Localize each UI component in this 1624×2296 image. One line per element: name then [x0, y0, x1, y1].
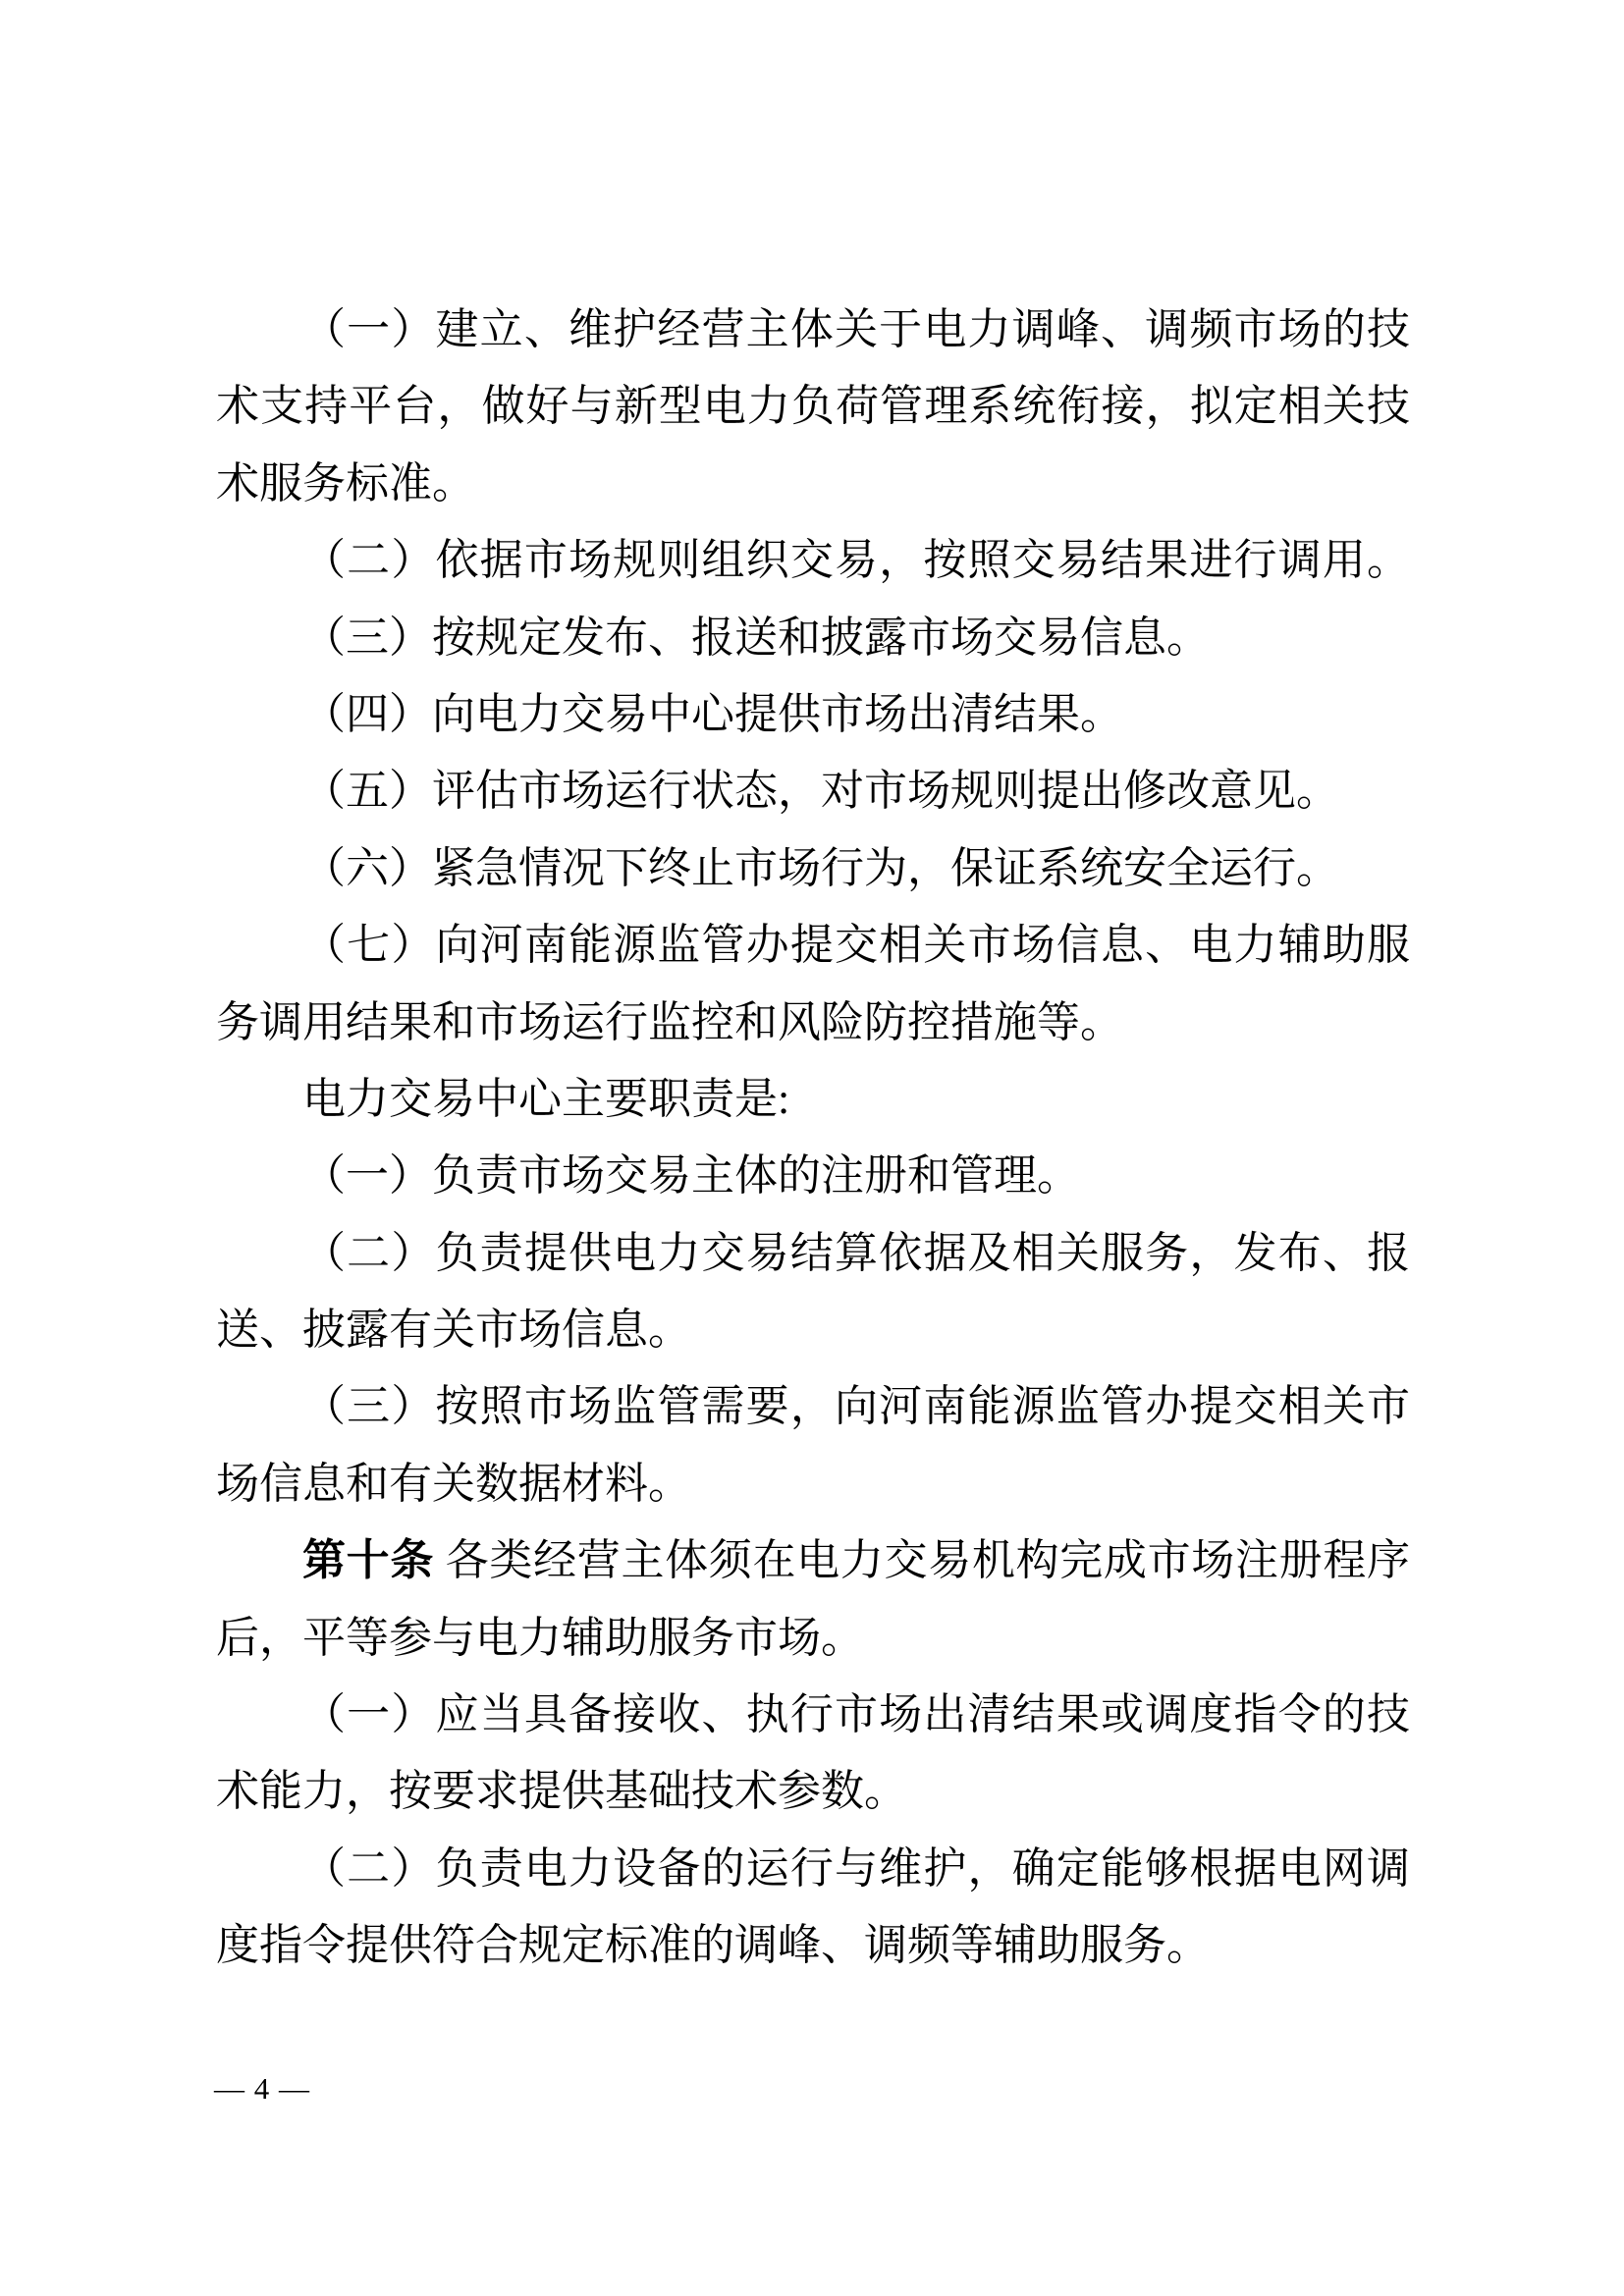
text-line: 场信息和有关数据材料。: [216, 1459, 691, 1508]
text-line: （一）负责市场交易主体的注册和管理。: [302, 1151, 1080, 1201]
text-line: （五）评估市场运行状态，对市场规则提出修改意见。: [302, 767, 1339, 816]
article-number-bold: 第十条: [302, 1536, 435, 1585]
text-line: 术服务标准。: [216, 458, 475, 507]
text-line: 后，平等参与电力辅助服务市场。: [216, 1613, 864, 1662]
text-line: 度指令提供符合规定标准的调峰、调频等辅助服务。: [216, 1921, 1210, 1970]
text-line: （二）负责提供电力交易结算依据及相关服务，发布、报: [302, 1228, 1410, 1277]
text-line: （四）向电力交易中心提供市场出清结果。: [302, 689, 1123, 738]
document-body: [216, 292, 1410, 1985]
text-line: 术能力，按要求提供基础技术参数。: [216, 1767, 907, 1816]
page-number: — 4 —: [214, 2071, 310, 2106]
text-line: [216, 1522, 1410, 1599]
text-line: （七）向河南能源监管办提交相关市场信息、电力辅助服: [302, 921, 1410, 970]
text-line: （六）紧急情况下终止市场行为，保证系统安全运行。: [302, 843, 1339, 892]
text-line: 电力交易中心主要职责是:: [302, 1074, 790, 1123]
text-line: （一）应当具备接收、执行市场出清结果或调度指令的技: [302, 1690, 1410, 1739]
text-line: （一）建立、维护经营主体关于电力调峰、调频市场的技: [302, 305, 1410, 353]
text-line: （三）按规定发布、报送和披露市场交易信息。: [302, 613, 1210, 662]
text-line: （三）按照市场监管需要，向河南能源监管办提交相关市: [302, 1382, 1410, 1431]
text-line-content: 各类经营主体须在电力交易机构完成市场注册程序: [434, 1536, 1411, 1585]
text-line: （二）依据市场规则组织交易，按照交易结果进行调用。: [302, 536, 1410, 585]
page-footer: [214, 2069, 310, 2109]
text-line: 术支持平台，做好与新型电力负荷管理系统衔接，拟定相关技: [216, 382, 1410, 431]
text-line: 送、披露有关市场信息。: [216, 1306, 691, 1355]
text-line: 务调用结果和市场运行监控和风险防控措施等。: [216, 997, 1123, 1046]
text-line: （二）负责电力设备的运行与维护，确定能够根据电网调: [302, 1843, 1410, 1893]
